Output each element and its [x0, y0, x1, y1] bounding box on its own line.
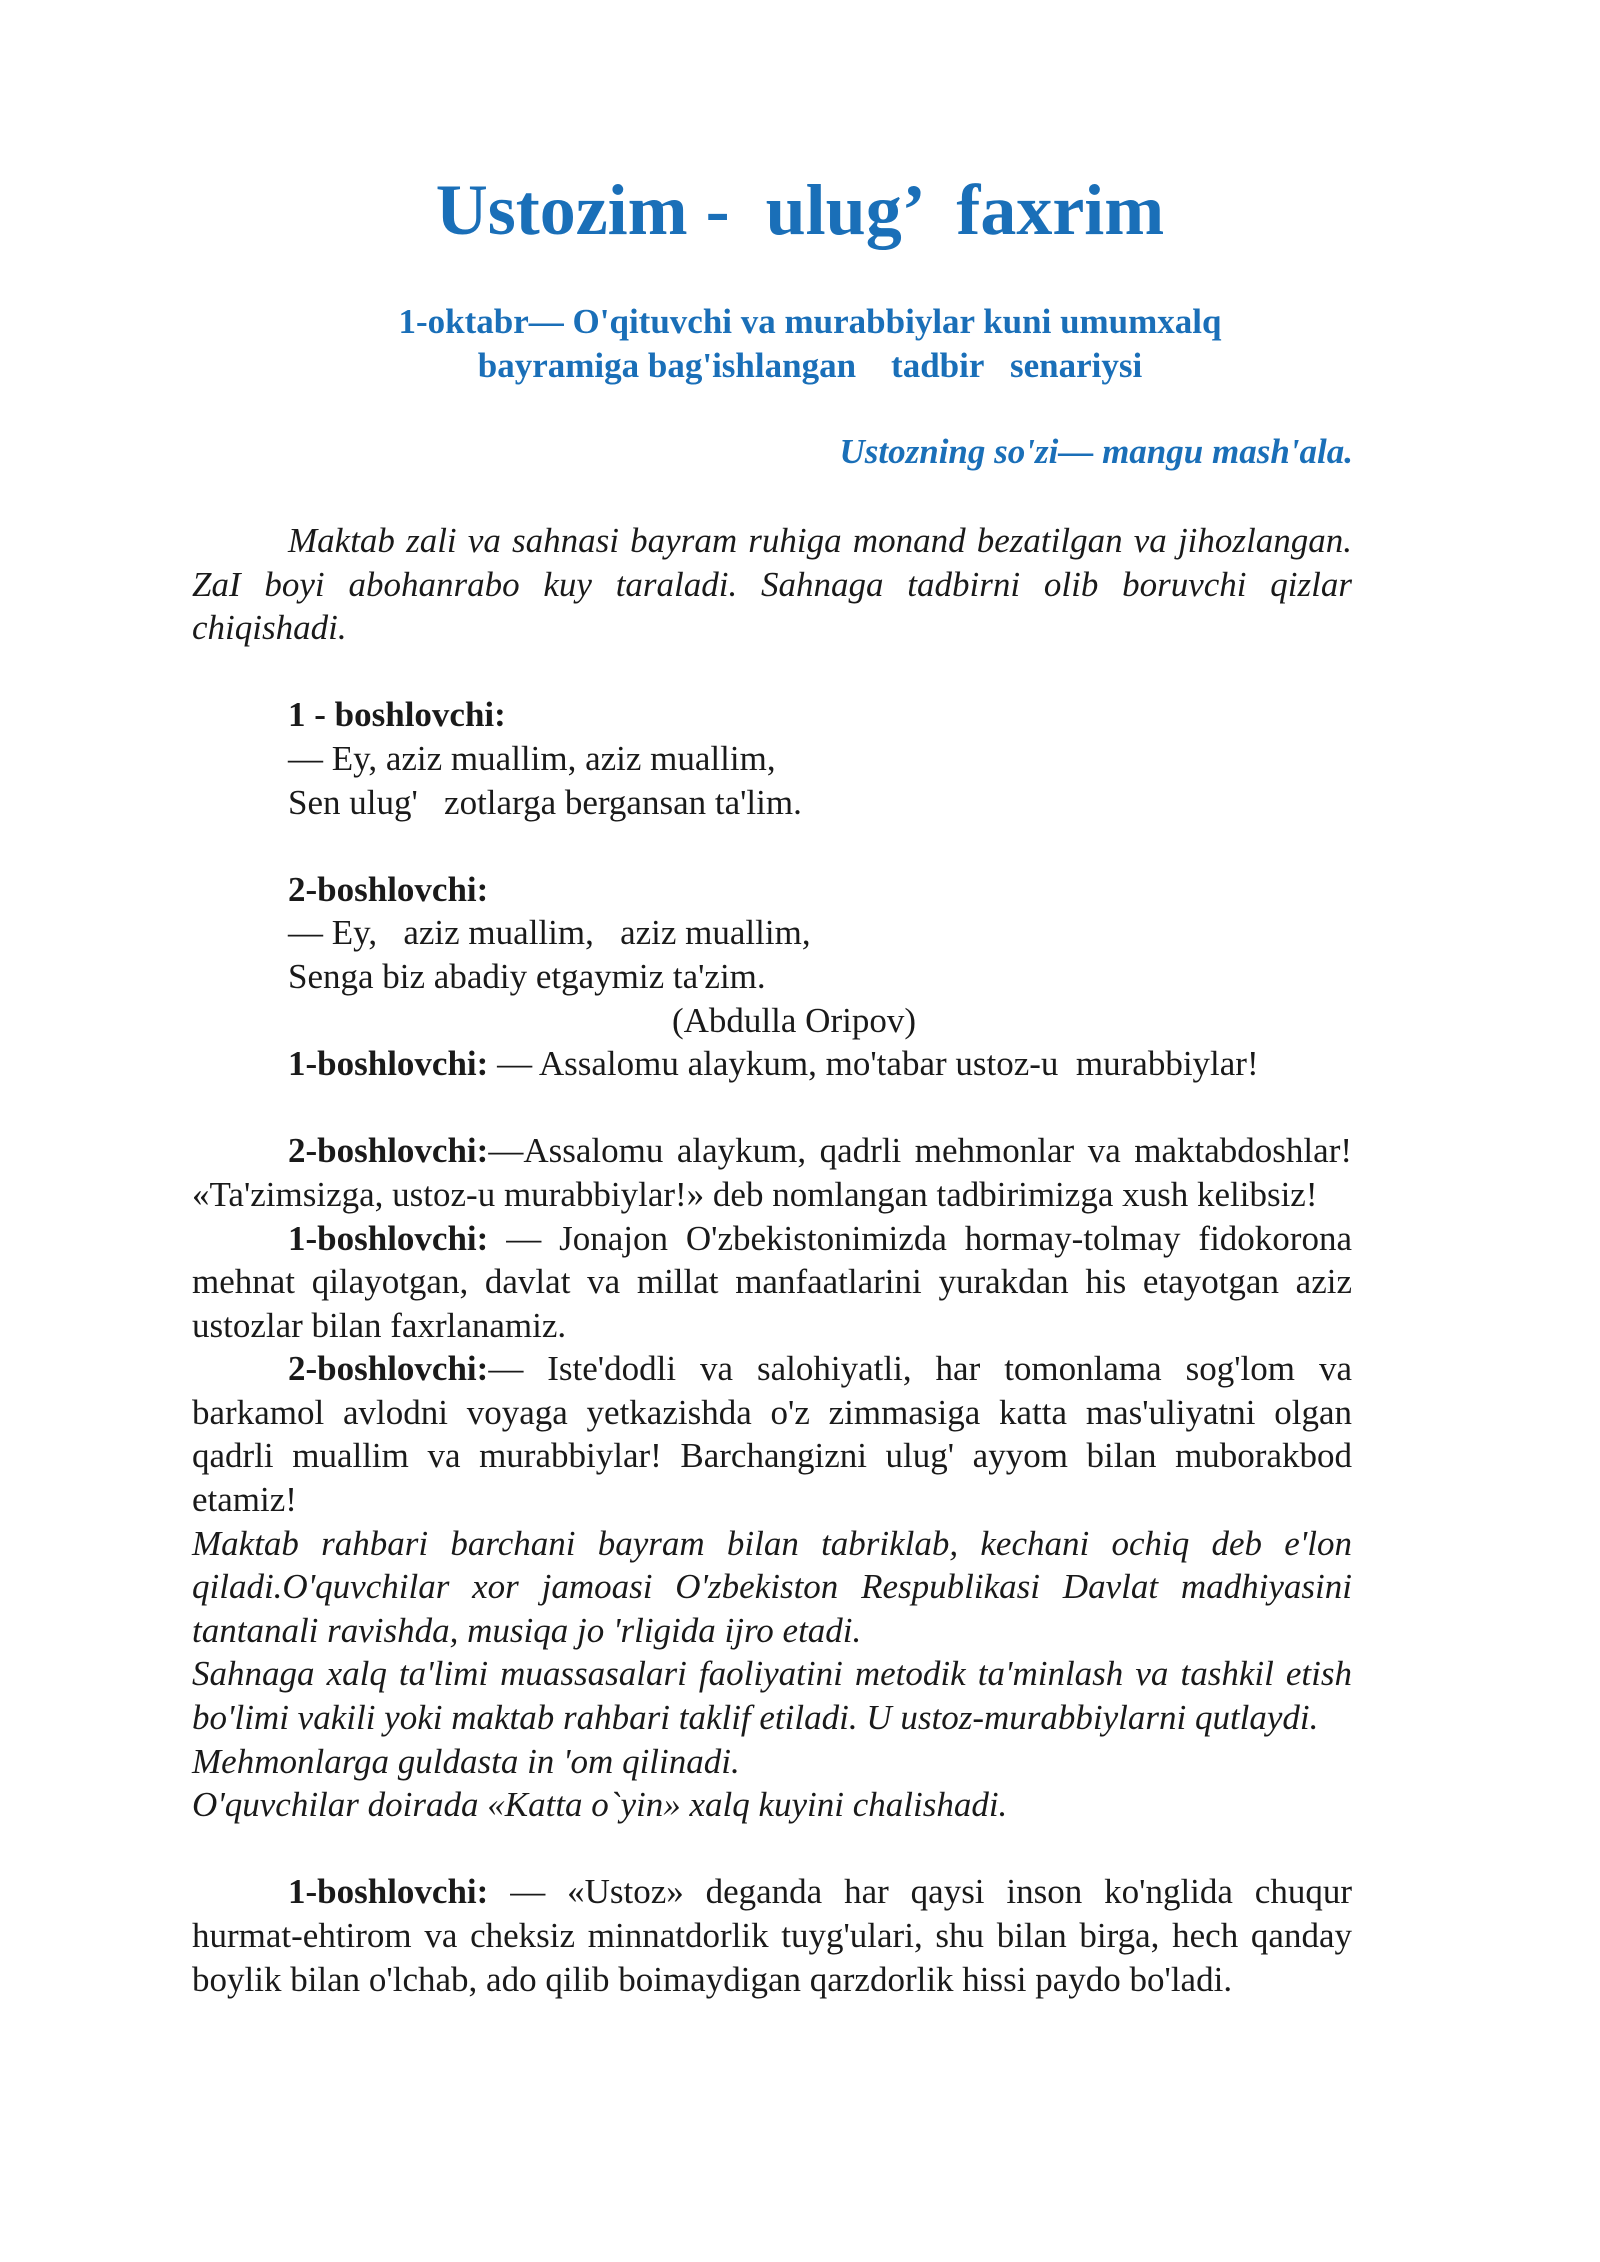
document-body [192, 519, 1352, 2001]
verse-line: — Ey, aziz muallim, aziz muallim, [288, 913, 811, 953]
spacer [192, 1086, 1352, 1130]
dialogue-paragraph [192, 1870, 1352, 2001]
dialogue-paragraph [192, 1217, 1352, 1348]
spacer [192, 1827, 1352, 1871]
stage-direction: Sahnaga xalq ta'limi muassasalari faoliyatini metodik ta'minlash va tashkil etish bo'limi vakili yoki maktab rahbari taklif etiladi. U ustoz-murabbiylarni qutlaydi. [192, 1654, 1352, 1738]
subtitle-line-2: bayramiga bag'ishlangan tadbir senariysi [477, 346, 1143, 385]
dialogue-text: —Assalomu alaykum, qadrli mehmonlar va maktabdoshlar! «Ta'zimsizga, ustoz-u murabbiylar!» deb nomlangan tadbirimizga xush kelibsiz! [192, 1131, 1352, 1214]
speaker-label: 2-boshlovchi: [288, 1349, 489, 1389]
dialogue-paragraph [192, 1129, 1352, 1216]
speaker-label: 2-boshlovchi: [288, 1131, 489, 1171]
verse-line: — Ey, aziz muallim, aziz muallim, [288, 738, 776, 778]
speaker-label: 1-boshlovchi: [288, 1872, 489, 1912]
page-subtitle [280, 300, 1340, 388]
verse-block-2 [192, 868, 1352, 1086]
verse-speaker: 2-boshlovchi: [288, 869, 489, 909]
intro-paragraph: Maktab zali va sahnasi bayram ruhiga monand bezatilgan va jihozlangan. ZaI boyi abohanrabo kuy taraladi. Sahnaga tadbirni olib boruvchi qizlar chiqishadi. [192, 521, 1352, 648]
verse-author: (Abdulla Oripov) [672, 1000, 916, 1040]
spacer [192, 650, 1352, 694]
page-title: Ustozim - ulug’ faxrim [435, 170, 1165, 250]
subtitle-line-1: 1-oktabr— O'qituvchi va murabbiylar kuni umumxalq [398, 302, 1222, 341]
epigraph: Ustozning so'zi— mangu mash'ala. [839, 432, 1353, 471]
stage-direction: Mehmonlarga guldasta in 'om qilinadi. [192, 1741, 740, 1781]
stage-direction: Maktab rahbari barchani bayram bilan tabriklab, kechani ochiq deb e'lon qiladi.O'quvchilar xor jamoasi O'zbekiston Respublikasi Davlat madhiyasini tantanali ravishda, musiqa jo 'rligida ijro etadi. [192, 1523, 1352, 1650]
stage-direction: O'quvchilar doirada «Katta o`yin» xalq kuyini chalishadi. [192, 1785, 1008, 1825]
dialogue-text: — Assalomu alaykum, mo'tabar ustoz-u murabbiylar! [488, 1044, 1259, 1084]
spacer [192, 824, 1352, 868]
verse-line: Senga biz abadiy etgaymiz ta'zim. [288, 956, 766, 996]
verse-line: Sen ulug' zotlarga bergansan ta'lim. [288, 782, 802, 822]
speaker-label: 1-boshlovchi: [288, 1218, 489, 1258]
verse-speaker: 1 - boshlovchi: [288, 695, 506, 735]
dialogue-text: — Jonajon O'zbekistonimizda hormay-tolmay fidokorona mehnat qilayotgan, davlat va millat manfaatlarini yurakdan his etayotgan aziz ustozlar bilan faxrlanamiz. [192, 1218, 1352, 1345]
dialogue-paragraph [192, 1347, 1352, 1521]
speaker-label: 1-boshlovchi: [288, 1044, 489, 1084]
dialogue-text: — Iste'dodli va salohiyatli, har tomonlama sog'lom va barkamol avlodni voyaga yetkazishda o'z zimmasiga katta mas'uliyatni olgan qadrli muallim va murabbiylar! Barchangizni ulug' ayyom bilan muborakbod etamiz! [192, 1349, 1352, 1520]
dialogue-text: — «Ustoz» deganda har qaysi inson ko'nglida chuqur hurmat-ehtirom va cheksiz minnatdorlik tuyg'ulari, shu bilan birga, hech qanday boylik bilan o'lchab, ado qilib boimaydigan qarzdorlik hissi paydo bo'ladi. [192, 1872, 1352, 1999]
dialogue-line [288, 1042, 1352, 1086]
verse-block-1 [192, 693, 1352, 824]
